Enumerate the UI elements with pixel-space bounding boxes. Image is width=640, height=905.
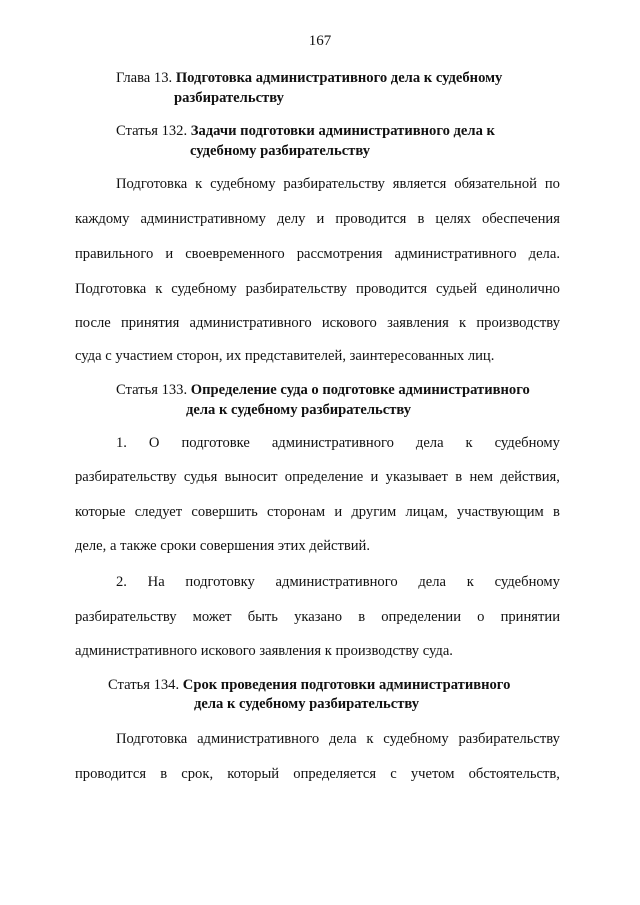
word: судебному <box>494 435 560 451</box>
word: к <box>459 315 467 331</box>
word: судебному <box>210 176 276 192</box>
word: по <box>544 176 560 192</box>
word: действия, <box>500 469 560 485</box>
word: дела. <box>528 246 560 262</box>
word: нем <box>469 469 493 485</box>
article-132-line <box>75 313 560 333</box>
word: каждому <box>75 211 130 227</box>
article-132-title-line1: Задачи подготовки административного дела к <box>190 123 495 139</box>
word: к <box>466 574 474 590</box>
word: обязательной <box>454 176 537 192</box>
word: Подготовка <box>116 176 188 192</box>
article-132-line <box>75 279 560 299</box>
article-133-title-line2: дела к судебному разбирательству <box>186 402 412 418</box>
word: На <box>147 574 165 590</box>
word: дела <box>415 435 444 451</box>
word: разбирательству <box>75 469 177 485</box>
word: своевременного <box>185 246 285 262</box>
word: определении <box>381 609 462 625</box>
article-132-line <box>116 174 560 194</box>
word: разбирательству <box>75 609 177 625</box>
article-132-prefix: Статья 132. <box>116 123 188 139</box>
word: целях <box>435 211 471 227</box>
word: и <box>334 504 343 520</box>
article-133-heading-cont <box>186 400 411 420</box>
word: к <box>155 281 163 297</box>
word: судебному <box>494 574 560 590</box>
article-132-line <box>75 209 560 229</box>
word: единолично <box>485 281 560 297</box>
word: указано <box>294 609 343 625</box>
word: проводится <box>335 211 407 227</box>
article-133-prefix: Статья 133. <box>116 382 188 398</box>
word: проводится <box>75 766 147 782</box>
word: к <box>195 176 203 192</box>
word: подготовку <box>185 574 255 590</box>
article-134-prefix: Статья 134. <box>108 677 180 693</box>
word: проводится <box>356 281 428 297</box>
word: учетом <box>410 766 455 782</box>
word: заявления <box>387 315 449 331</box>
article-134-line <box>116 729 560 749</box>
word: разбирательству <box>245 281 348 297</box>
word: дела <box>418 574 447 590</box>
word: судьей <box>436 281 478 297</box>
word: который <box>227 766 280 782</box>
chapter-title-line2: разбирательству <box>174 90 284 106</box>
word: с <box>390 766 397 782</box>
word: определение <box>284 469 364 485</box>
word: другим <box>351 504 397 520</box>
word: выносит <box>224 469 278 485</box>
word: участвующим <box>456 504 544 520</box>
word: сторонам <box>267 504 326 520</box>
word: Подготовка <box>116 731 188 747</box>
word: которые <box>75 504 126 520</box>
chapter-heading-cont <box>174 88 284 108</box>
word: является <box>392 176 447 192</box>
word: судебному <box>383 731 449 747</box>
word: судья <box>183 469 218 485</box>
word: о <box>477 609 485 625</box>
word: правильного <box>75 246 154 262</box>
article-133-p1-line: деле, а также сроки совершения этих действий. <box>75 538 371 554</box>
word: разбирательству <box>283 176 385 192</box>
article-132-heading <box>116 121 495 141</box>
word: к <box>465 435 473 451</box>
word: указывает <box>385 469 448 485</box>
word: в <box>455 469 463 485</box>
article-133-title-line1: Определение суда о подготовке административного <box>190 382 530 398</box>
word: быть <box>247 609 278 625</box>
word: Подготовка <box>75 281 147 297</box>
article-133-p1-line <box>75 467 560 487</box>
word: в <box>417 211 425 227</box>
word: делу <box>276 211 306 227</box>
word: административного <box>394 246 517 262</box>
word: административного <box>275 574 398 590</box>
word: производству <box>476 315 560 331</box>
word: и <box>370 469 379 485</box>
word: рассмотрения <box>296 246 383 262</box>
word: обстоятельств, <box>468 766 560 782</box>
word: принятия <box>120 315 180 331</box>
word: и <box>316 211 325 227</box>
word: срок, <box>181 766 214 782</box>
article-133-p2-line: административного искового заявления к производству суда. <box>75 643 453 659</box>
word: в <box>358 609 366 625</box>
article-134-title-line1: Срок проведения подготовки административного <box>182 677 511 693</box>
article-133-p1-line <box>116 433 560 453</box>
page-number: 167 <box>308 33 332 49</box>
word: обеспечения <box>482 211 560 227</box>
word: разбирательству <box>458 731 560 747</box>
chapter-title-line1: Подготовка административного дела к судебному <box>175 70 503 86</box>
word: лицам, <box>405 504 448 520</box>
article-133-heading <box>116 380 530 400</box>
word: в <box>553 504 560 520</box>
word: совершить <box>191 504 258 520</box>
word: принятии <box>500 609 560 625</box>
article-134-heading-cont <box>194 694 419 714</box>
word: О <box>148 435 160 451</box>
word: к <box>366 731 374 747</box>
word: административного <box>271 435 394 451</box>
word: 2. <box>116 574 127 590</box>
word: следует <box>134 504 183 520</box>
word: административного <box>189 315 312 331</box>
article-132-line <box>75 244 560 264</box>
word: в <box>160 766 168 782</box>
word: искового <box>321 315 377 331</box>
word: и <box>165 246 174 262</box>
word: дела <box>328 731 357 747</box>
article-132-title-line2: судебному разбирательству <box>190 143 371 159</box>
article-132-line: суда с участием сторон, их представителей, заинтересованных лиц. <box>75 348 495 364</box>
chapter-heading <box>116 68 502 88</box>
word: определяется <box>293 766 377 782</box>
article-133-p2-line <box>75 607 560 627</box>
word: подготовке <box>181 435 250 451</box>
article-134-line <box>75 764 560 784</box>
article-134-heading <box>108 675 510 695</box>
article-134-title-line2: дела к судебному разбирательству <box>194 696 420 712</box>
article-133-p1-line <box>75 502 560 522</box>
word: может <box>192 609 232 625</box>
word: административного <box>197 731 320 747</box>
chapter-prefix: Глава 13. <box>116 70 173 86</box>
word: судебному <box>171 281 237 297</box>
article-133-p2-line <box>116 572 560 592</box>
word: после <box>75 315 111 331</box>
word: административному <box>140 211 266 227</box>
article-132-heading-cont <box>190 141 370 161</box>
word: 1. <box>116 435 127 451</box>
